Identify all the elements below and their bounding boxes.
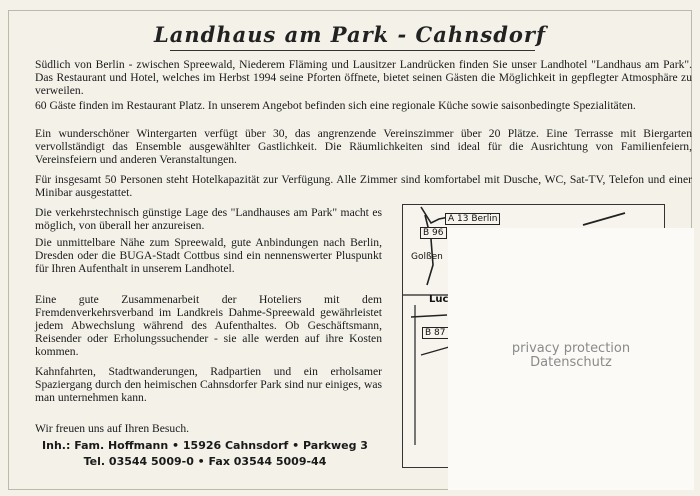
paragraph-intro: Südlich von Berlin - zwischen Spreewald, Niederem Fläming und Lausitzer Landrücken finden Sie unser Landhotel "Landhaus am Park". Das Restaurant und Hotel, welches im Herbst 1994 seine Pforten öffnete, bietet seinen Gästen die Möglichkeit in gepflegter Atmosphäre zu verweilen. [35,58,692,97]
contact-phone: Tel. 03544 5009-0 • Fax 03544 5009-44 [83,455,327,468]
paragraph-wintergarten: Ein wunderschöner Wintergarten verfügt über 30, das angrenzende Vereinszimmer über 20 Plätze. Eine Terrasse mit Biergarten vervollständigt das Ensemble ausgewählter Gastlichkeit. Die Räumlichkeiten sind ideal für die Ausrichtung von Familienfeiern, Vereinsfeiern und anderen Veranstaltungen. [35,127,692,166]
road-b87-line [411,315,447,317]
road-east-line [421,347,449,355]
contact-address: Inh.: Fam. Hoffmann • 15926 Cahnsdorf • Parkweg 3 [42,439,368,452]
road-label-a13: A 13 Berlin [445,213,500,225]
town-label-gossen: Golßen [411,252,443,262]
road-ne-line [583,213,625,225]
road-label-b96: B 96 [420,227,447,239]
paragraph-hotel: Für insgesamt 50 Personen steht Hotelkapazität zur Verfügung. Alle Zimmer sind komfortabel mit Dusche, WC, Sat-TV, Telefon und einer Minibar ausgestattet. [35,173,692,199]
paragraph-welcome: Wir freuen uns auf Ihren Besuch. [35,422,190,435]
paragraph-cooperation: Eine gute Zusammenarbeit der Hoteliers mit dem Fremdenverkehrsverband im Landkreis Dahme-Spreewald gewährleistet jedem Abwechslung während des Aufenthaltes. Ob Geschäftsmann, Reisender oder Erholungssuchender - sie alle werden auf ihre Kosten kommen. [35,293,382,358]
road-b96-line [425,215,433,285]
paragraph-activities: Kahnfahrten, Stadtwanderungen, Radpartien und ein erholsamer Spaziergang durch den heimischen Cahnsdorfer Park sind nur einiges, was man unternehmen kann. [35,365,382,404]
title-underline [170,50,535,51]
privacy-watermark [448,342,694,370]
paragraph-location: Die verkehrstechnisch günstige Lage des "Landhauses am Park" macht es möglich, von überall her anzureisen. [35,206,382,232]
privacy-line-2: Datenschutz [530,355,612,370]
paragraph-restaurant: 60 Gäste finden im Restaurant Platz. In unserem Angebot befinden sich eine regionale Küche sowie saisonbedingte Spezialitäten. [35,99,636,112]
road-label-b87: B 87 [422,327,449,339]
paragraph-spreewald: Die unmittelbare Nähe zum Spreewald, gute Anbindungen nach Berlin, Dresden oder die BUGA-Stadt Cottbus sind ein nennenswerter Pluspunkt für Ihren Aufenthalt in unserem Landhotel. [35,236,382,275]
town-label-luckau: Luc [429,294,449,305]
privacy-line-1: privacy protection [511,341,631,356]
page-title: Landhaus am Park - Cahnsdorf [154,22,546,47]
